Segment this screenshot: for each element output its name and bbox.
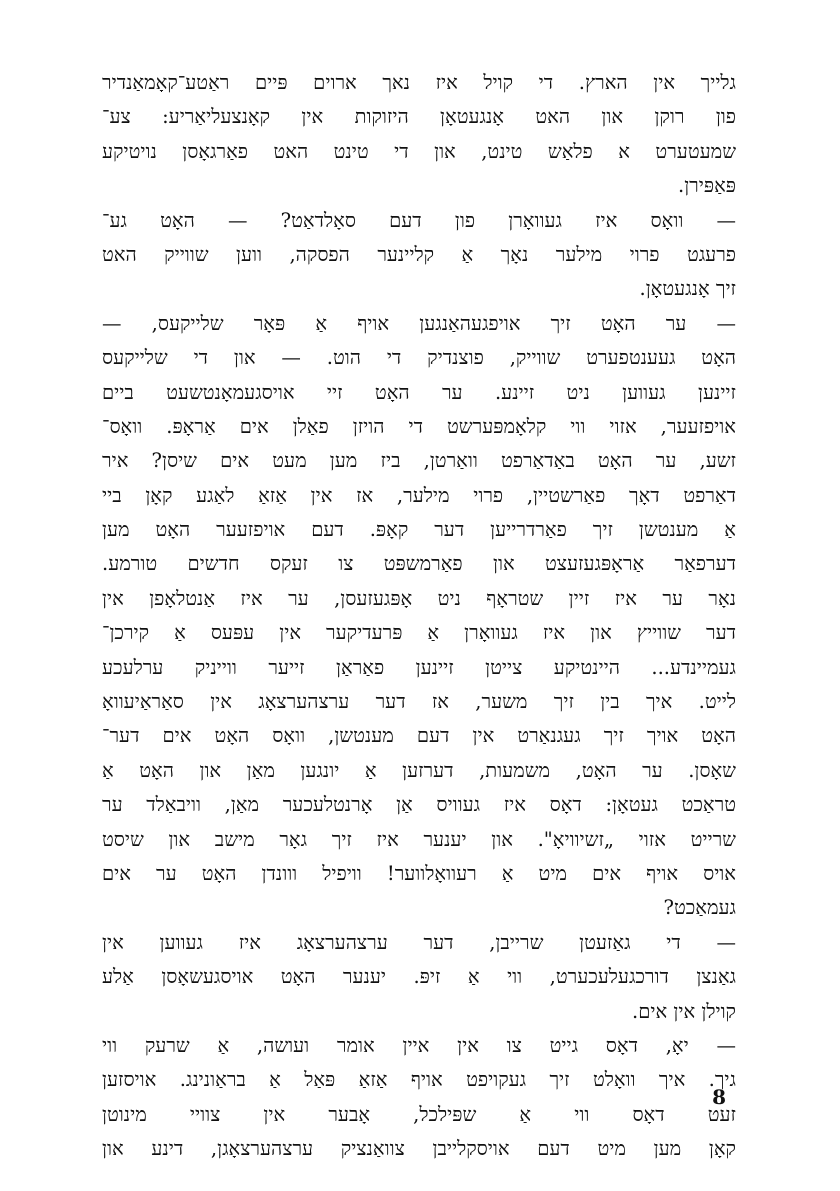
text-line: — וואָס איז געוואָרן פון דעם סאָלדאַט? — האָט גע־ xyxy=(102,208,736,232)
text-line: גיך. איך וואָלט זיך געקויפט אויף אַזאַ פּאַל אַ בראַונינג. אויסזען xyxy=(102,1068,736,1092)
text-line: נאָר ער איז זיין שטראָף ניט אָפּגעזעסן, ער איז אַנטלאָפן אין xyxy=(102,586,736,610)
text-line: גאַנצן דורכגעלעכערט, ווי אַ זיפּ. יענער האָט אויסגעשאָסן אַלע xyxy=(102,965,736,989)
text-line: האָט געענטפערט שווייק, פוצנדיק די הוט. — און די שלייקעס xyxy=(102,346,736,370)
text-line: קאָן מען מיט דעם אויסקלייבן צוואַנציק ערצהערצאָגן, דינע און xyxy=(102,1137,736,1161)
text-line: קוילן אין אים. xyxy=(632,999,736,1023)
text-line: גלייך אין הארץ. די קויל איז נאך ארוים פּיים ראַטע־קאָמאַנדיר xyxy=(102,71,736,94)
text-line: פּאַפּירן. xyxy=(678,174,736,198)
text-line: געמאַכט? xyxy=(663,896,736,920)
text-line: דער שווייץ און איז געוואָרן אַ פּרעדיקער אין עפּעס אַ קירכן־ xyxy=(102,621,736,645)
text-line: זשע, ער האָט באַדאַרפט וואַרטן, ביז מען מעט אים שיסן? איר xyxy=(102,449,736,473)
text-line: — די גאַזעטן שרייבן, דער ערצהערצאָג איז געווען אין xyxy=(102,930,736,954)
text-line: שמעטערט א פלאַש טינט, און די טינט האט פאַרגאָסן נויטיקע xyxy=(102,139,736,163)
text-line: שרייט אזוי „זשיוויאָ". און יענער איז זיך גאָר מישב און שיסט xyxy=(102,827,736,851)
text-line: דערפאַר אַראָפּגעזעצט און פאַרמשפּט צו זעקס חדשים טורמע. xyxy=(102,552,736,576)
text-line: זיינען געווען ניט זיינע. ער האָט זיי אויסגעמאָנטשעט ביים xyxy=(102,380,736,404)
text-line: פון רוקן און האט אָנגעטאָן היזוקות אין קאָנצעליאַריע: צע־ xyxy=(102,105,736,129)
text-line: זיך אָנגעטאָן. xyxy=(639,277,736,301)
text-line: האָט אויך זיך געגנאַרט אין דעם מענטשן, וואָס האָט אים דער־ xyxy=(102,724,736,748)
body-text xyxy=(102,66,736,1167)
text-line: אַ מענטשן זיך פאַרדרייען דער קאָפּ. דעם אויפזעער האָט מען xyxy=(102,518,736,542)
text-line: לייט. איך בין זיך משער, אז דער ערצהערצאָג אין סאַראַיעוואָ xyxy=(102,690,736,714)
text-line: שאָסן. ער האָט, משמעות, דערזען אַ יונגען מאַן און האָט אַ xyxy=(102,758,736,782)
text-line: — יאָ, דאָס גייט צו אין איין אומר ועושה, אַ שרעק ווי xyxy=(102,1033,736,1057)
text-line: פרעגט פרוי מילער נאָך אַ קליינער הפסקה, ווען שווייק האט xyxy=(102,242,736,266)
text-line: — ער האָט זיך אויפגעהאַנגען אויף אַ פּאָר שלייקעס, — xyxy=(102,311,736,335)
text-line: געמיינדע... היינטיקע צייטן זיינען פאַראַן זייער ווייניק ערלעכע xyxy=(102,655,736,679)
text-line: דאַרפט דאָך פאַרשטיין, פרוי מילער, אז אין אַזאַ לאַגע קאָן ביי xyxy=(102,483,736,507)
text-line: זעט דאָס ווי אַ שפּילכל, אָבער אין צוויי מינוטן xyxy=(102,1102,736,1126)
text-line: אויפזעער, אזוי ווי קלאָמפּערשט די הויזן פאַלן אים אַראָפּ. וואָס־ xyxy=(102,414,736,438)
text-line: אויס אויף אים מיט אַ רעוואָלווער! וויפיל ווונדן האָט ער אים xyxy=(102,861,736,885)
page-number: 8 xyxy=(712,1085,726,1109)
text-line: טראַכט געטאָן: דאָס איז געוויס אַן אָרנטלעכער מאַן, וויבאַלד ער xyxy=(102,793,736,817)
